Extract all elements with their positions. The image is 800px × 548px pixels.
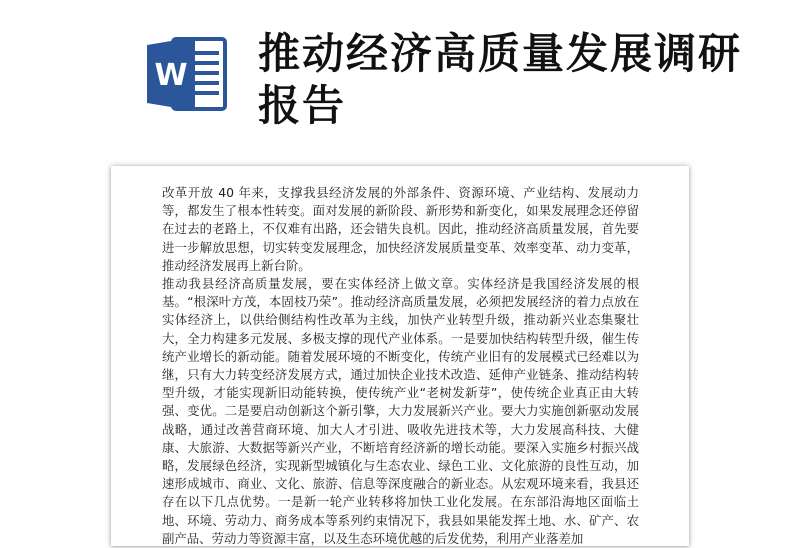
document-body bbox=[162, 184, 639, 548]
document-paragraph: 改革开放 40 年来，支撑我县经济发展的外部条件、资源环境、产业结构、发展动力等，都发生了根本性转变。面对发展的新阶段、新形势和新变化，如果发展理念还停留在过去的老路上，不仅难有出路，还会错失良机。因此，推动经济高质量发展，首先要进一步解放思想，切实转变发展理念，加快经济发展质量变革、效率变革、动力变革，推动经济发展再上新台阶。 bbox=[162, 185, 639, 273]
word-icon-letter: W bbox=[154, 58, 188, 93]
document-page bbox=[111, 166, 689, 546]
word-document-icon bbox=[143, 31, 229, 117]
page-title: 推动经济高质量发展调研报告 bbox=[258, 29, 743, 130]
document-paragraph: 推动我县经济高质量发展，要在实体经济上做文章。实体经济是我国经济发展的根基。“根深叶方茂，本固枝乃荣”。推动经济高质量发展，必须把发展经济的着力点放在实体经济上，以供给侧结构性改革为主线，加快产业转型升级，推动新兴业态集聚壮大，全力构建多元发展、多极支撑的现代产业体系。一是要加快结构转型升级，催生传统产业增长的新动能。随着发展环境的不断变化，传统产业旧有的发展模式已经难以为继，只有大力转变经济发展方式，通过加快企业技术改造、延伸产业链条、推动结构转型升级，才能实现新旧动能转换，使传统产业“老树发新芽”，使传统企业真正由大转强、变优。二是要启动创新这个新引擎，大力发展新兴产业。要大力实施创新驱动发展战略，通过改善营商环境、加大人才引进、吸收先进技术等，大力发展高科技、大健康、大旅游、大数据等新兴产业，不断培育经济新的增长动能。要深入实施乡村振兴战略，发展绿色经济，实现新型城镇化与生态农业、绿色工业、文化旅游的良性互动，加速形成城市、商业、文化、旅游、信息等深度融合的新业态。从宏观环境来看，我县还存在以下几点优势。一是新一轮产业转移将加快工业化发展。在东部沿海地区面临土地、环境、劳动力、商务成本等系列约束情况下，我县如果能发挥土地、水、矿产、农副产品、劳动力等资源丰富，以及生态环境优越的后发优势，利用产业落差加 bbox=[162, 276, 639, 546]
